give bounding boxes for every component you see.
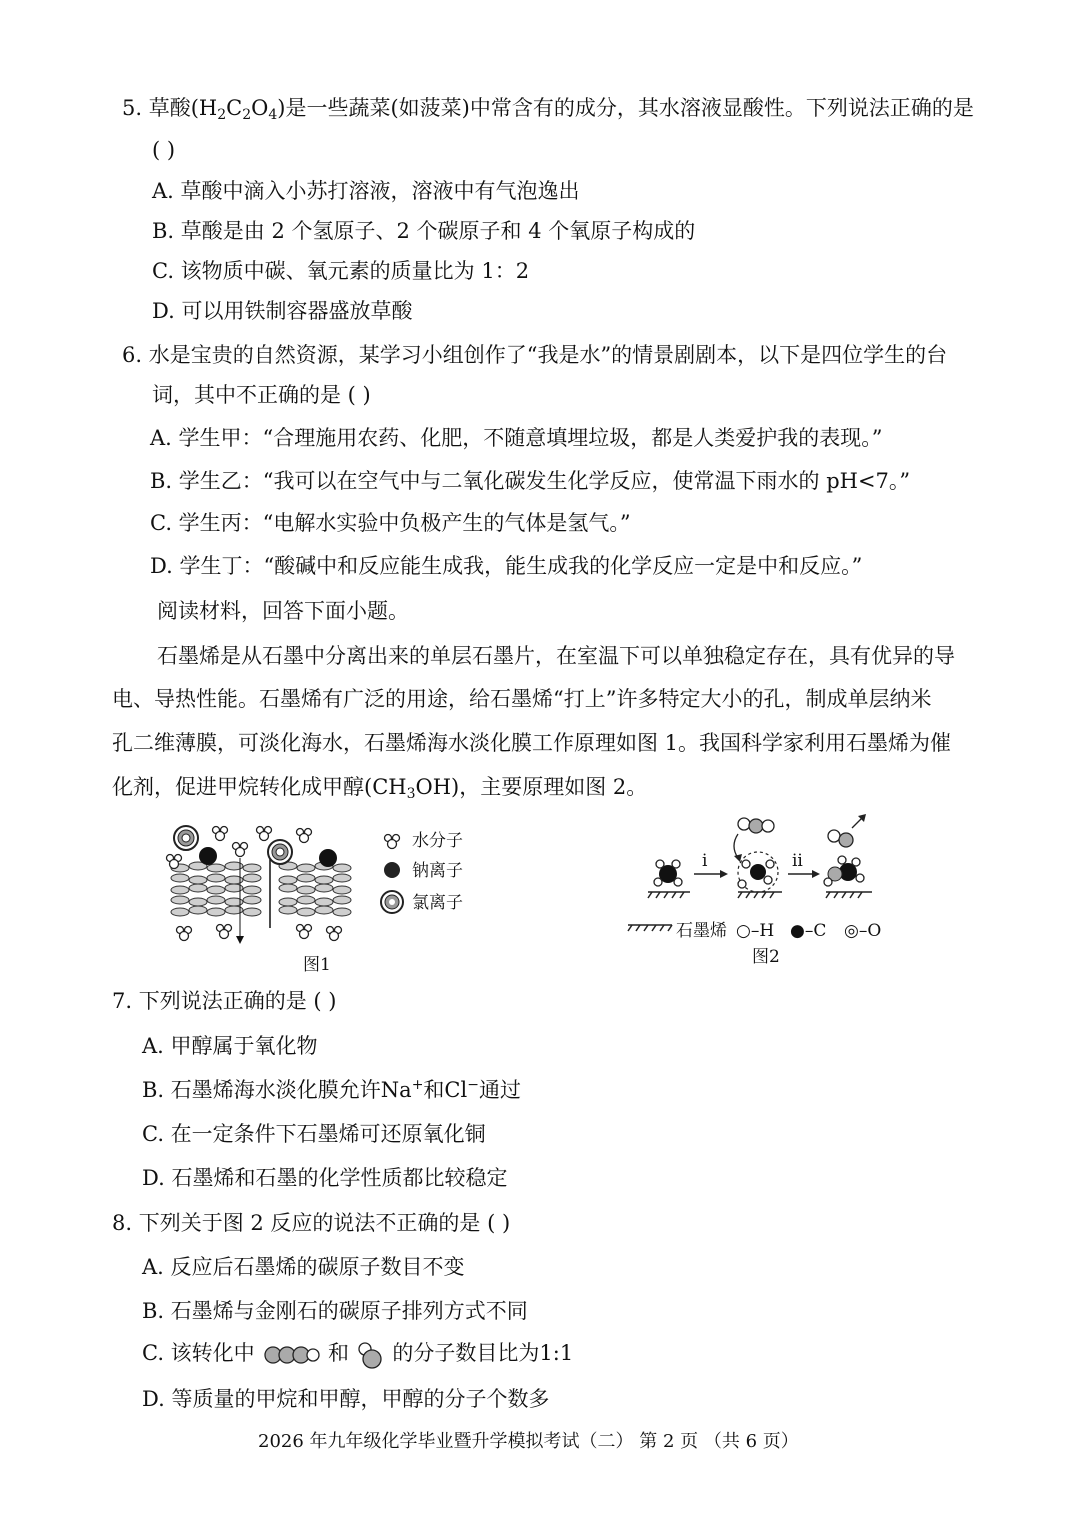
page-footer: 2026 年九年级化学毕业暨升学模拟考试（二） 第 2 页 （共 6 页） [258, 1431, 799, 1452]
q5-answer-paren: ( ) [152, 138, 176, 162]
q6-stem-line1: 6. 水是宝贵的自然资源，某学习小组创作了“我是水”的情景剧剧本，以下是四位学生的台 [122, 343, 948, 367]
q7-option-b: B. 石墨烯海水淡化膜允许Na+和Cl−通过 [142, 1077, 521, 1102]
figure-2-caption: 图2 [752, 947, 780, 967]
reading-para-line2: 电、导热性能。石墨烯有广泛的用途，给石墨烯“打上”许多特定大小的孔，制成单层纳米 [112, 687, 932, 711]
step-ii-label: ii [792, 851, 803, 871]
methanol-molecule-icon [356, 1341, 386, 1369]
figure-1-caption: 图1 [303, 955, 331, 975]
q8-option-a: A. 反应后石墨烯的碳原子数目不变 [142, 1255, 465, 1279]
legend-carbon: ●–C [790, 921, 827, 941]
step-i-label: i [702, 851, 708, 871]
q7-stem: 7. 下列说法正确的是 ( ) [112, 989, 337, 1013]
q8-option-d: D. 等质量的甲烷和甲醇，甲醇的分子个数多 [142, 1387, 550, 1411]
q5-option-d: D. 可以用铁制容器盛放草酸 [152, 299, 413, 323]
q6-option-c: C. 学生丙：“电解水实验中负极产生的气体是氢气。” [150, 511, 631, 535]
q6-option-b: B. 学生乙：“我可以在空气中与二氧化碳发生化学反应，使常温下雨水的 pH<7。” [150, 469, 911, 493]
q6-option-d: D. 学生丁：“酸碱中和反应能生成我，能生成我的化学反应一定是中和反应。” [150, 554, 863, 578]
reading-para-line1: 石墨烯是从石墨中分离出来的单层石墨片，在室温下可以单独稳定存在，具有优异的导 [157, 644, 955, 668]
q5-option-a: A. 草酸中滴入小苏打溶液，溶液中有气泡逸出 [152, 179, 580, 203]
q7-option-a: A. 甲醇属于氧化物 [142, 1034, 318, 1058]
q7-option-d: D. 石墨烯和石墨的化学性质都比较稳定 [142, 1166, 508, 1190]
q5-stem: 5. 草酸$(H_2C_2O_4)$是一些蔬菜(如菠菜)中常含有的成分，其水溶液显酸性。下列说法正确的是 [122, 96, 974, 123]
legend-water: 水分子 [412, 831, 463, 851]
graphene-legend-icon [626, 922, 674, 934]
q5-option-b: B. 草酸是由 2 个氢原子、2 个碳原子和 4 个氧原子构成的 [152, 219, 696, 243]
q8-option-c: C. 该转化中 和 的分子数目比为1:1 [142, 1340, 573, 1369]
legend-sodium: 钠离子 [412, 861, 463, 881]
reading-para-line3: 孔二维薄膜，可淡化海水，石墨烯海水淡化膜工作原理如图 1。我国科学家利用石墨烯为催 [112, 731, 952, 755]
q8-option-b: B. 石墨烯与金刚石的碳原子排列方式不同 [142, 1299, 528, 1323]
q8-stem: 8. 下列关于图 2 反应的说法不正确的是 ( ) [112, 1211, 511, 1235]
methane-molecule-icon [261, 1343, 321, 1367]
q6-stem-line2: 词，其中不正确的是 ( ) [152, 383, 371, 407]
q6-option-a: A. 学生甲：“合理施用农药、化肥，不随意填埋垃圾，都是人类爱护我的表现。” [150, 426, 883, 450]
legend-oxygen: ◎–O [844, 921, 882, 941]
figure-1 [160, 818, 480, 978]
reading-intro: 阅读材料，回答下面小题。 [157, 599, 409, 623]
figure-2 [620, 812, 900, 982]
legend-hydrogen: ○–H [736, 921, 775, 941]
q7-option-c: C. 在一定条件下石墨烯可还原氧化铜 [142, 1122, 486, 1146]
legend-chloride: 氯离子 [412, 893, 463, 913]
reading-para-line4: 化剂，促进甲烷转化成甲醇$(CH_3OH)$，主要原理如图 2。 [112, 775, 648, 802]
q5-option-c: C. 该物质中碳、氧元素的质量比为 1：2 [152, 259, 530, 283]
legend-graphene: 石墨烯 [676, 921, 727, 941]
